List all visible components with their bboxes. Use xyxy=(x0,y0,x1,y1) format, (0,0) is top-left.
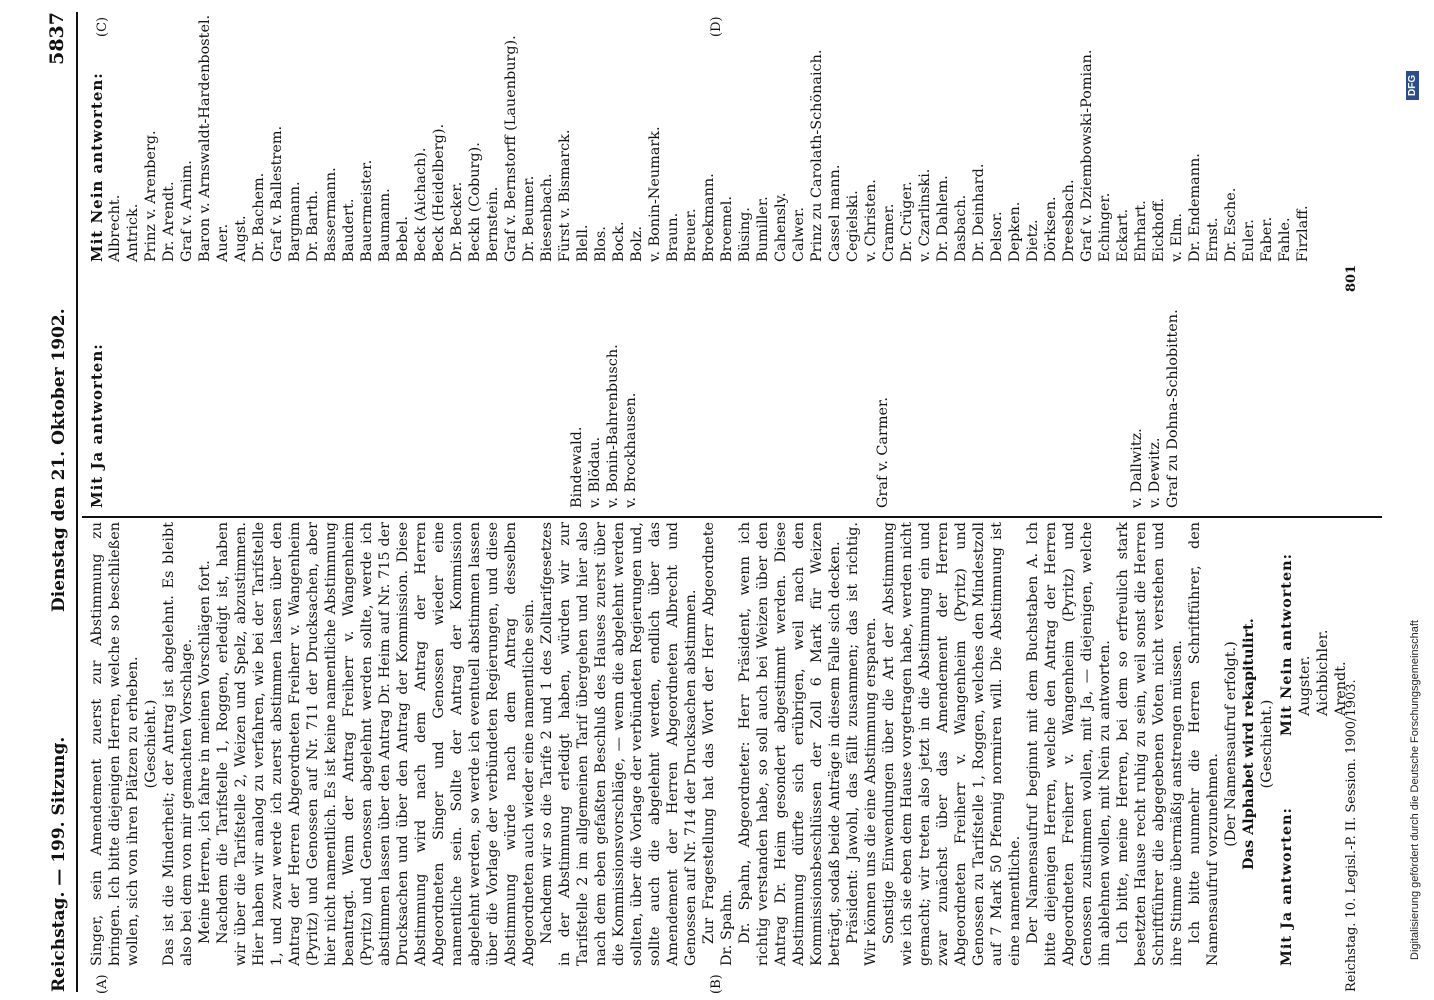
voter-name: Prinz zu Carolath-Schönaich. xyxy=(809,49,825,262)
voter-name: Cahensly. xyxy=(773,192,789,262)
voter-name: Baron v. Arnswaldt-Hardenbostel. xyxy=(197,14,213,262)
column-separator xyxy=(82,516,1382,518)
nein-name-list xyxy=(1296,630,1350,716)
voter-name: Dr. Arendt. xyxy=(161,181,177,262)
voter-name: Eickhoff. xyxy=(1151,197,1167,262)
voter-name: Arendt. xyxy=(1333,661,1349,716)
voter-name: Blos. xyxy=(593,226,609,262)
voter-name: Fahle. xyxy=(1277,217,1293,262)
voter-name: v. Dallwitz. xyxy=(1129,428,1145,508)
page xyxy=(48,12,1368,992)
ja-heading: Mit Ja antworten: xyxy=(88,343,106,508)
voter-name: Eckart. xyxy=(1115,208,1131,262)
paragraph: Das ist die Minderheit; der Antrag ist abgelehnt. Es bleibt also bei dem von mir gemachten Vorschlage. xyxy=(161,522,195,966)
margin-mark-a: (A) xyxy=(95,974,110,994)
voter-name: Bebel. xyxy=(395,216,411,262)
ja-name-list xyxy=(568,344,640,508)
voter-name: Graf v. Arnim. xyxy=(179,160,195,262)
header-date: Dienstag den 21. Oktober 1902. xyxy=(49,308,69,612)
nein-heading: Mit Nein antworten: xyxy=(88,72,106,262)
voter-name: v. Christen. xyxy=(863,179,879,262)
voter-name: Bauermeister. xyxy=(359,159,375,262)
footer-page-code: 801 xyxy=(1344,264,1359,292)
voter-name: Broekmann. xyxy=(701,173,717,262)
paragraph: Nachdem die Tarifstelle 1, Roggen, erledigt ist, haben wir über die Tarifstelle 2, Weizen und Spelz, abzustimmen. Hier haben wir analog zu verfahren, wie bei der Tarifstelle 1, und zwar werde ich zuerst abstimmen lassen über den Antrag der Herren Abgeordneten Freiherr v. Wangenheim (Pyritz) und Genossen auf Nr. 711 der Drucksachen, aber hier nicht namentlich. Es ist keine namentliche Abstimmung beantragt. Wenn der Antrag Freiherr v. Wangenheim (Pyritz) und Genossen abgelehnt werden sollte, werde ich abstimmen lassen über den Antrag Dr. Heim auf Nr. 715 der Drucksachen und über den Antrag der Kommission. Diese Abstimmung wird nach dem Antrag der Herren Abgeordneten Singer und Genossen wieder eine namentliche sein. Sollte der Antrag der Kommission abgelehnt werden, so werde ich eventuell abstimmen lassen über die Vorlage der verbündeten Regierungen, und diese Abstimmung würde nach dem Antrag desselben Abgeordneten auch wieder eine namentliche sein. xyxy=(215,522,537,966)
paragraph: Der Namensaufruf beginnt mit dem Buchstaben A. Ich bitte diejenigen Herren, welche den Antrag der Herren Abgeordneten Freiherr v. Wangenheim (Pyritz) und Genossen zustimmen wollen, mit Ja, — diejenigen, welche ihn ablehnen wollen, mit Nein zu antworten. xyxy=(1025,522,1113,966)
voter-name: Dr. Becker. xyxy=(449,181,465,262)
paragraph-remark: Das Alphabet wird rekapitulirt. xyxy=(1240,618,1257,870)
voter-name: Beck (Aichach). xyxy=(413,147,429,262)
voter-name: Graf v. Ballestrem. xyxy=(269,125,285,262)
paragraph-remark: (Der Namensaufruf erfolgt.) xyxy=(1223,641,1239,847)
voter-name: Dr. Endemann. xyxy=(1187,153,1203,262)
voter-name: Braun. xyxy=(665,212,681,262)
credit-bar-rotated xyxy=(1400,0,1434,1000)
voter-name: Dreesbach. xyxy=(1061,179,1077,262)
voter-name: v. Blödau. xyxy=(587,436,603,508)
voter-name: Biesenbach. xyxy=(539,173,555,262)
voter-name: Augster. xyxy=(1297,655,1313,716)
voter-name: Fürst v. Bismarck. xyxy=(557,129,573,262)
voter-name: Bargmann. xyxy=(287,181,303,262)
voter-name: Prinz v. Arenberg. xyxy=(143,130,159,262)
voter-name: Augst. xyxy=(233,215,249,262)
voter-name: Dr. Esche. xyxy=(1223,187,1239,262)
paragraph: Ich bitte nunmehr die Herren Schriftführer, den Namensaufruf vorzunehmen. xyxy=(1187,522,1221,966)
paragraph: Nachdem wir so die Tarife 2 und 1 des Zolltarifgesetzes in der Abstimmung erledigt haben, würden wir zur Tarifstelle 2 im allgemeinen Tarif übergehen und hier also nach dem eben gefaßten Beschluß des Hauses zuerst über die Kommissionsvorschläge, — wenn die abgelehnt werden sollten, über die Vorlage der verbündeten Regierungen und, sollte auch die abgelehnt werden, endlich über das Amendement der Herren Abgeordneten Albrecht und Genossen auf Nr. 714 der Drucksachen abstimmen. xyxy=(539,522,699,966)
voter-name: Bock. xyxy=(611,221,627,262)
header-session: Reichstag. — 199. Sitzung. xyxy=(49,736,69,992)
voter-name: Cramer. xyxy=(881,203,897,262)
voter-name: Dörksen. xyxy=(1043,196,1059,262)
voter-name: Ernst. xyxy=(1205,217,1221,262)
voter-name: Euler. xyxy=(1241,219,1257,262)
ja-name-list xyxy=(1128,309,1182,508)
voter-name: v. Brockhausen. xyxy=(623,392,639,508)
voter-name: Broemel. xyxy=(719,196,735,262)
voter-name: Beck (Heidelberg). xyxy=(431,123,447,262)
header-page-number: 5837 xyxy=(46,12,68,65)
voter-name: v. Elm. xyxy=(1169,213,1185,262)
voter-name: Cassel mann. xyxy=(827,164,843,262)
voter-name: Albrecht. xyxy=(107,194,123,262)
voter-name: Depken. xyxy=(1007,201,1023,262)
column-left xyxy=(88,522,1362,992)
voter-name: Bassermann. xyxy=(323,167,339,262)
voter-name: Faber. xyxy=(1259,216,1275,262)
footer-session: Reichstag. 10. Legisl.-P. II. Session. 1900/1903. xyxy=(1344,679,1359,992)
voter-name: Cegielski. xyxy=(845,190,861,262)
voter-name: Auer. xyxy=(215,223,231,262)
paragraph-speaker: Dr. Spahn, Abgeordneter: Herr Präsident, wenn ich richtig verstanden habe, so soll auch bei Weizen über den Antrag Dr. Heim gesondert abgestimmt werden. Diese Abstimmung dürfte sich erübrigen, weil nach den Kommissionsbeschlüssen der Zoll 6 Mark für Weizen beträgt, sodaß beide Anträge in diesem Falle sich decken. xyxy=(737,522,843,966)
page-header xyxy=(48,12,78,992)
digitization-credit-bar xyxy=(1400,0,1434,1000)
voter-name: Graf v. Carmer. xyxy=(875,397,891,508)
voter-name: v. Bonin-Bahrenbusch. xyxy=(605,344,621,508)
voter-name: Büsing. xyxy=(737,207,753,262)
voter-name: Bernstein. xyxy=(485,186,501,262)
credit-text: Digitalisierung gefördert durch die Deutsche Forschungsgemeinschaft xyxy=(1409,620,1421,960)
margin-mark-c: (C) xyxy=(95,16,110,37)
voter-name: Graf v. Bernstorff (Lauenburg). xyxy=(503,35,519,262)
nein-name-list xyxy=(106,15,1336,262)
voter-name: Dr. Crüger. xyxy=(899,181,915,262)
voter-name: Calwer. xyxy=(791,207,807,262)
voter-name: Dr. Dahlem. xyxy=(935,175,951,262)
voter-name: v. Dewitz. xyxy=(1147,437,1163,508)
voter-name: Baumann. xyxy=(377,188,393,262)
voter-name: Bumiller. xyxy=(755,196,771,262)
voter-name: Dr. Bachem. xyxy=(251,172,267,262)
margin-mark-b: (B) xyxy=(709,974,724,994)
voter-name: Blell. xyxy=(575,224,591,262)
voter-name: Breuer. xyxy=(683,208,699,262)
margin-mark-d: (D) xyxy=(709,16,724,37)
voter-name: Delsor. xyxy=(989,211,1005,262)
paragraph-president: Präsident: Jawohl, das fällt zusammen; das ist richtig. Wir können uns die eine Abstimmung ersparen. xyxy=(845,522,879,966)
voter-name: Antrick. xyxy=(125,203,141,262)
paragraph-remark: (Geschieht.) xyxy=(143,699,159,789)
voter-name: Graf v. Dziembowski-Pomian. xyxy=(1079,49,1095,262)
column-right xyxy=(88,12,1338,512)
voter-name: v. Bonin-Neumark. xyxy=(647,126,663,262)
paragraph: Sonstige Einwendungen über die Art der Abstimmung wie ich sie eben dem Hause vorgetragen habe, werden nicht gemacht; wir treten also jetzt in die Abstimmung ein und zwar zunächst über das Amendement der Herren Abgeordneten Freiherr v. Wangenheim (Pyritz) und Genossen zu Tarifstelle 1, Roggen, welches den Mindestzoll auf 7 Mark 50 Pfennig normiren will. Die Abstimmung ist eine namentliche. xyxy=(881,522,1023,966)
voter-name: Bolz. xyxy=(629,226,645,262)
voter-name: v. Czarlinski. xyxy=(917,168,933,262)
voter-name: Echinger. xyxy=(1097,192,1113,262)
nein-heading: Mit Nein antworten: xyxy=(1278,553,1295,736)
voter-name: Aichbichler. xyxy=(1315,629,1331,716)
voter-name: Dr. Beumer. xyxy=(521,175,537,262)
ja-heading: Mit Ja antworten: xyxy=(1278,807,1295,966)
voter-name: Bindewald. xyxy=(569,426,585,508)
voter-name: Beckh (Coburg). xyxy=(467,142,483,262)
voter-name: Dasbach. xyxy=(953,194,969,262)
dfg-logo: DFG xyxy=(1406,71,1419,100)
paragraph-remark: (Geschieht.) xyxy=(1259,699,1275,789)
voter-name: Dr. Deinhard. xyxy=(971,163,987,262)
voter-name: Firzlaff. xyxy=(1295,205,1311,262)
paragraph: Ich bitte, meine Herren, bei dem so erfreulich stark besetzten Hause recht ruhig zu sein, weil sonst die Herren Schriftführer die abgegebenen Voten nicht verstehen und ihre Stimme übermäßig anstrengen müssen. xyxy=(1115,522,1185,966)
paragraph: Zur Fragestellung hat das Wort der Herr Abgeordnete Dr. Spahn. xyxy=(701,522,735,966)
voter-name: Graf zu Dohna-Schlobitten. xyxy=(1165,309,1181,508)
voter-name: Dr. Barth. xyxy=(305,190,321,262)
ja-name-list xyxy=(874,397,892,508)
paragraph: Meine Herren, ich fahre in meinen Vorschlägen fort. xyxy=(197,560,213,944)
voter-name: Baudert. xyxy=(341,198,357,262)
paragraph: Singer, sein Amendement zuerst zur Abstimmung zu bringen. Ich bitte diejenigen Herren, welche so beschließen wollen, sich von ihren Plätzen zu erheben. xyxy=(89,522,141,966)
voter-name: Ehrhart. xyxy=(1133,200,1149,262)
voter-name: Dietz. xyxy=(1025,219,1041,262)
